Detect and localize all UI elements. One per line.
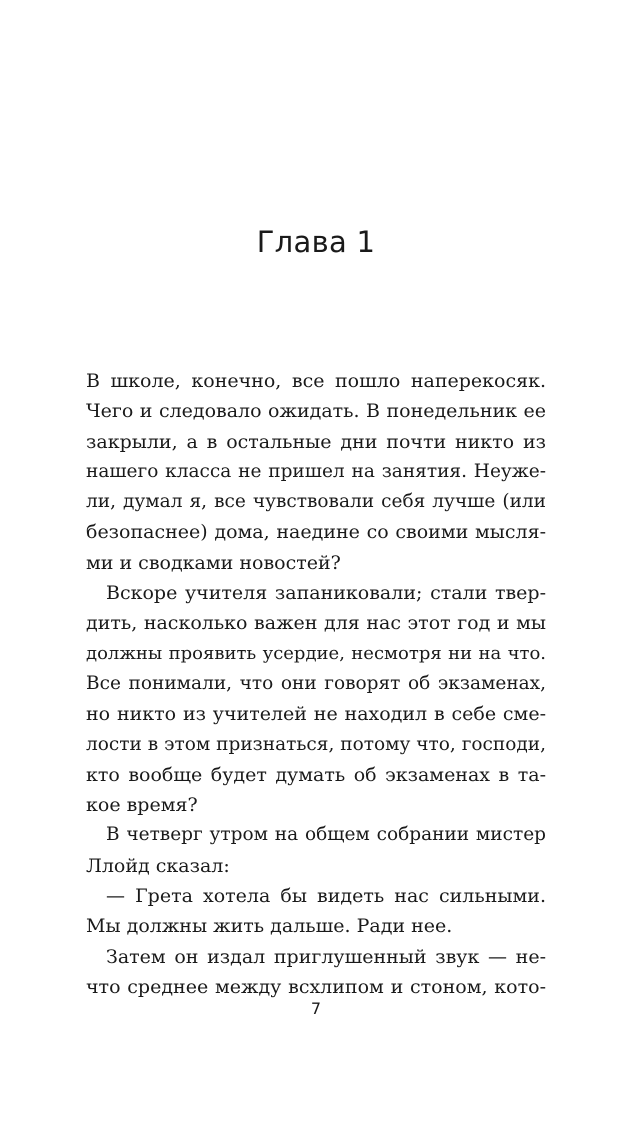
text-line: Все понимали, что они говорят об экзаменах, <box>86 672 546 694</box>
text-line: кое время? <box>86 794 198 817</box>
text-line: кто вообще будет думать об экзаменах в та- <box>86 763 546 786</box>
text-line: В школе, конечно, все пошло наперекосяк. <box>86 370 546 392</box>
text-line: лости в этом признаться, потому что, господи, <box>86 733 546 755</box>
text-line: Чего и следовало ожидать. В понедельник ее <box>86 400 546 423</box>
text-line: но никто из учителей не находил в себе сме- <box>86 703 546 726</box>
page-number: 7 <box>310 999 322 1018</box>
text-line: ли, думал я, все чувствовали себя лучше (или <box>86 491 546 513</box>
text-line: дить, насколько важен для нас этот год и мы <box>86 612 546 635</box>
text-line: Затем он издал приглушенный звук — не- <box>106 945 546 968</box>
text-line: — Грета хотела бы видеть нас сильными. <box>106 885 546 908</box>
text-line: ми и сводками новостей? <box>86 551 341 574</box>
text-line: Вскоре учителя запаниковали; стали твер- <box>106 582 546 605</box>
chapter-title: Глава 1 <box>256 225 376 259</box>
text-line: безопаснее) дома, наедине со своими мысля- <box>86 521 546 544</box>
text-line: Мы должны жить дальше. Ради нее. <box>86 915 453 938</box>
text-line: нашего класса не пришел на занятия. Неужe- <box>86 460 546 482</box>
text-line: закрыли, а в остальные дни почти никто из <box>86 430 546 453</box>
body-text <box>86 366 546 1002</box>
text-line: Ллойд сказал: <box>86 854 230 877</box>
text-line: должны проявить усердие, несмотря ни на что. <box>86 642 546 664</box>
text-line: что среднее между всхлипом и стоном, кото- <box>86 975 546 998</box>
text-line: В четверг утром на общем собрании мистер <box>106 824 546 846</box>
